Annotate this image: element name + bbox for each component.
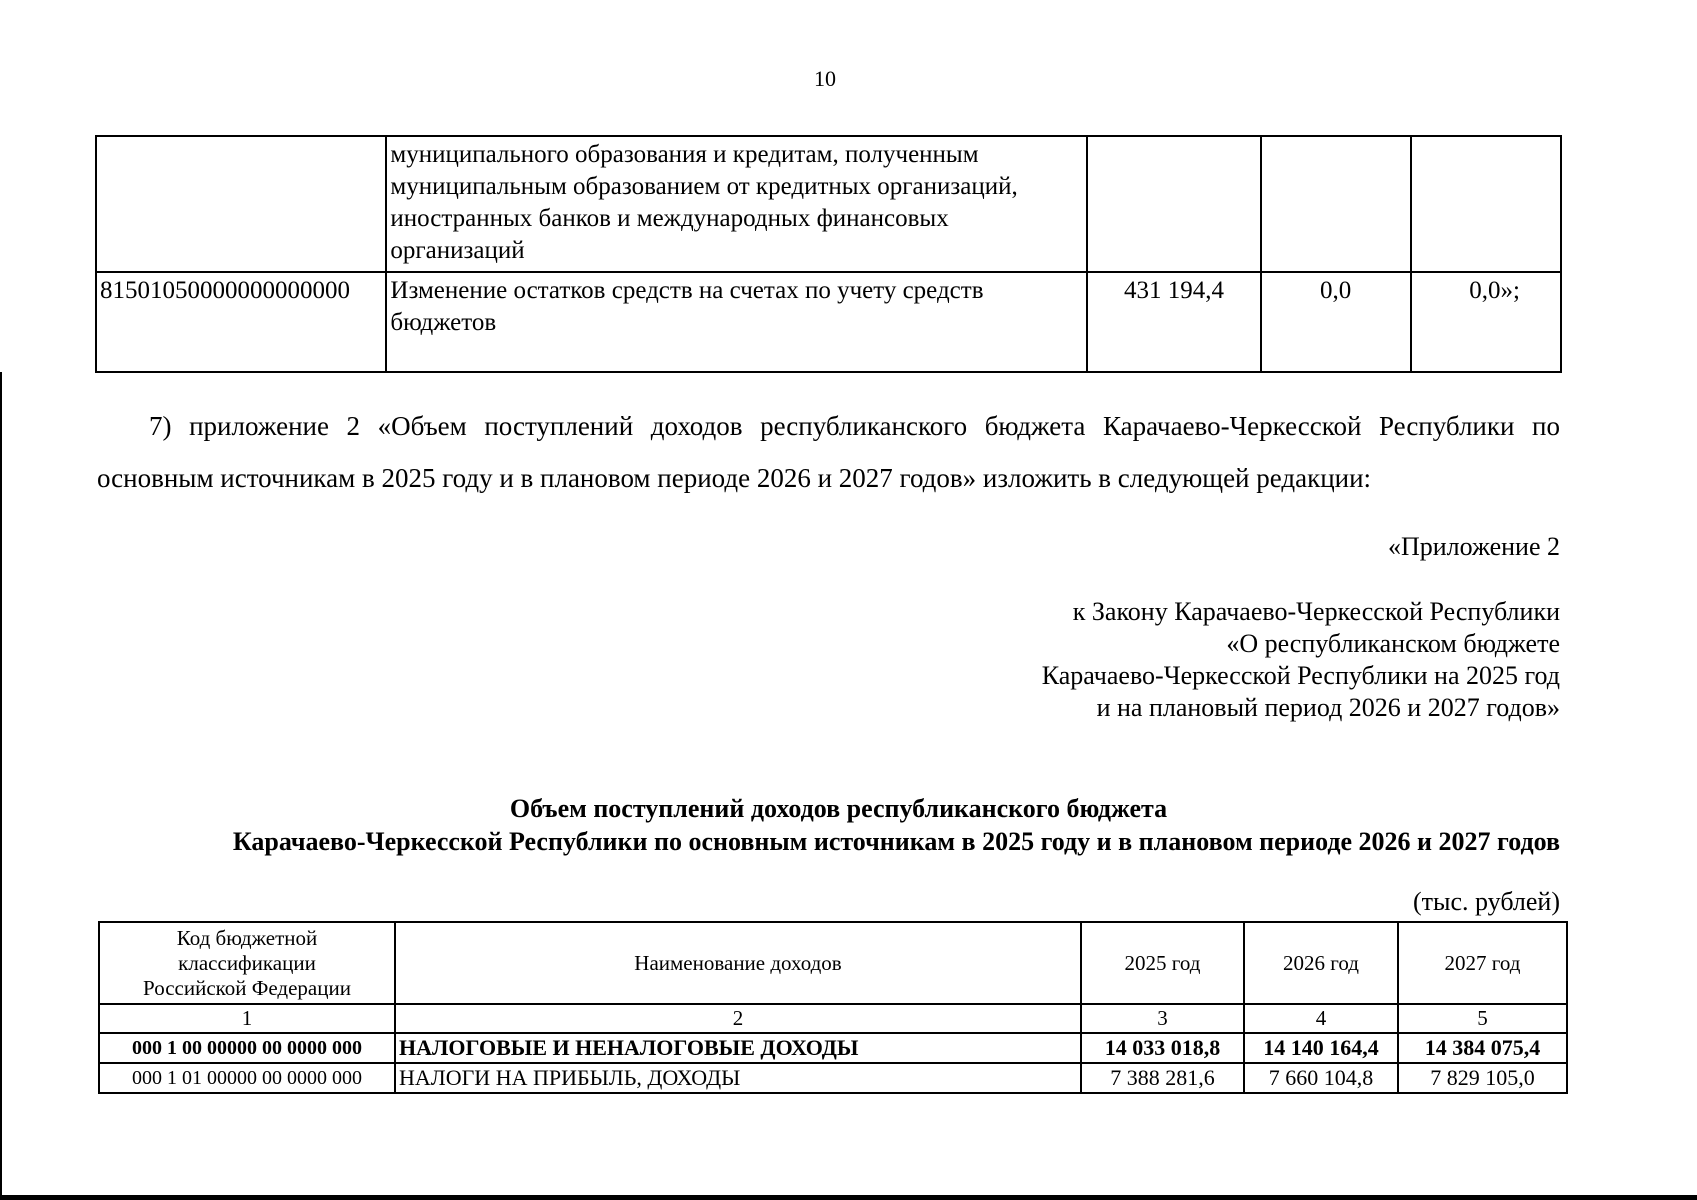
column-number: 3	[1081, 1004, 1244, 1033]
appendix-law-reference	[1042, 596, 1560, 724]
header-2025: 2025 год	[1081, 922, 1244, 1004]
value-2027-cell	[1411, 136, 1561, 272]
column-number: 2	[395, 1004, 1081, 1033]
table-row	[96, 136, 1561, 272]
value-2025-cell	[1087, 136, 1260, 272]
table-header-row	[99, 922, 1567, 1004]
column-number: 4	[1244, 1004, 1398, 1033]
table-title-line: Объем поступлений доходов республиканского бюджета	[509, 794, 1168, 823]
value-2027-cell: 0,0»;	[1411, 272, 1561, 372]
value-2025-cell: 7 388 281,6	[1081, 1063, 1244, 1093]
table-title-line: Карачаево-Черкесской Республики по основным источникам в 2025 году и в плановом периоде 2026 и 2027 годов	[232, 827, 1560, 856]
table-title	[97, 792, 1560, 858]
code-cell	[96, 136, 386, 272]
header-code-line: классификации	[178, 950, 316, 975]
page-number: 10	[814, 66, 836, 91]
name-cell: муниципального образования и кредитам, полученным муниципальным образованием от кредитных организаций, иностранных банков и международных финансовых организаций	[386, 136, 1087, 272]
law-line: Карачаево-Черкесской Республики на 2025 год	[1041, 661, 1560, 690]
law-line: «О республиканском бюджете	[1226, 629, 1560, 658]
value-2025-cell: 14 033 018,8	[1081, 1033, 1244, 1063]
units-label: (тыс. рублей)	[1412, 887, 1560, 916]
scan-edge-left	[0, 372, 2, 1200]
name-cell: НАЛОГОВЫЕ И НЕНАЛОГОВЫЕ ДОХОДЫ	[395, 1033, 1081, 1063]
law-line: к Закону Карачаево-Черкесской Республики	[1072, 597, 1560, 626]
value-2026-cell: 0,0	[1261, 272, 1411, 372]
column-number: 5	[1398, 1004, 1567, 1033]
appendix-title: «Приложение 2	[1387, 532, 1560, 561]
name-cell: НАЛОГИ НА ПРИБЫЛЬ, ДОХОДЫ	[395, 1063, 1081, 1093]
table-row	[99, 1063, 1567, 1093]
value-2026-cell	[1261, 136, 1411, 272]
sources-table-continuation	[95, 135, 1562, 373]
header-2026: 2026 год	[1244, 922, 1398, 1004]
value-2027-cell: 14 384 075,4	[1398, 1033, 1567, 1063]
code-cell: 81501050000000000000	[96, 272, 386, 372]
value-2025-cell: 431 194,4	[1087, 272, 1260, 372]
header-code	[99, 922, 395, 1004]
header-2027: 2027 год	[1398, 922, 1567, 1004]
law-line: и на плановый период 2026 и 2027 годов»	[1096, 693, 1560, 722]
value-2027-cell: 7 829 105,0	[1398, 1063, 1567, 1093]
code-cell: 000 1 01 00000 00 0000 000	[99, 1063, 395, 1093]
income-table	[98, 921, 1568, 1094]
value-2026-cell: 14 140 164,4	[1244, 1033, 1398, 1063]
table-row	[96, 272, 1561, 372]
scan-edge-bottom	[0, 1195, 1697, 1200]
header-name: Наименование доходов	[395, 922, 1081, 1004]
table-row	[99, 1033, 1567, 1063]
name-cell: Изменение остатков средств на счетах по учету средств бюджетов	[386, 272, 1087, 372]
column-numbers-row	[99, 1004, 1567, 1033]
amendment-paragraph: 7) приложение 2 «Объем поступлений доходов республиканского бюджета Карачаево-Черкесской Республики по основным источникам в 2025 году и в плановом периоде 2026 и 2027 годов» изложить в следующей редакции:	[97, 411, 1560, 493]
column-number: 1	[99, 1004, 395, 1033]
header-code-line: Код бюджетной	[176, 925, 318, 950]
header-code-line: Российской Федерации	[143, 975, 351, 1000]
value-2026-cell: 7 660 104,8	[1244, 1063, 1398, 1093]
code-cell: 000 1 00 00000 00 0000 000	[99, 1033, 395, 1063]
